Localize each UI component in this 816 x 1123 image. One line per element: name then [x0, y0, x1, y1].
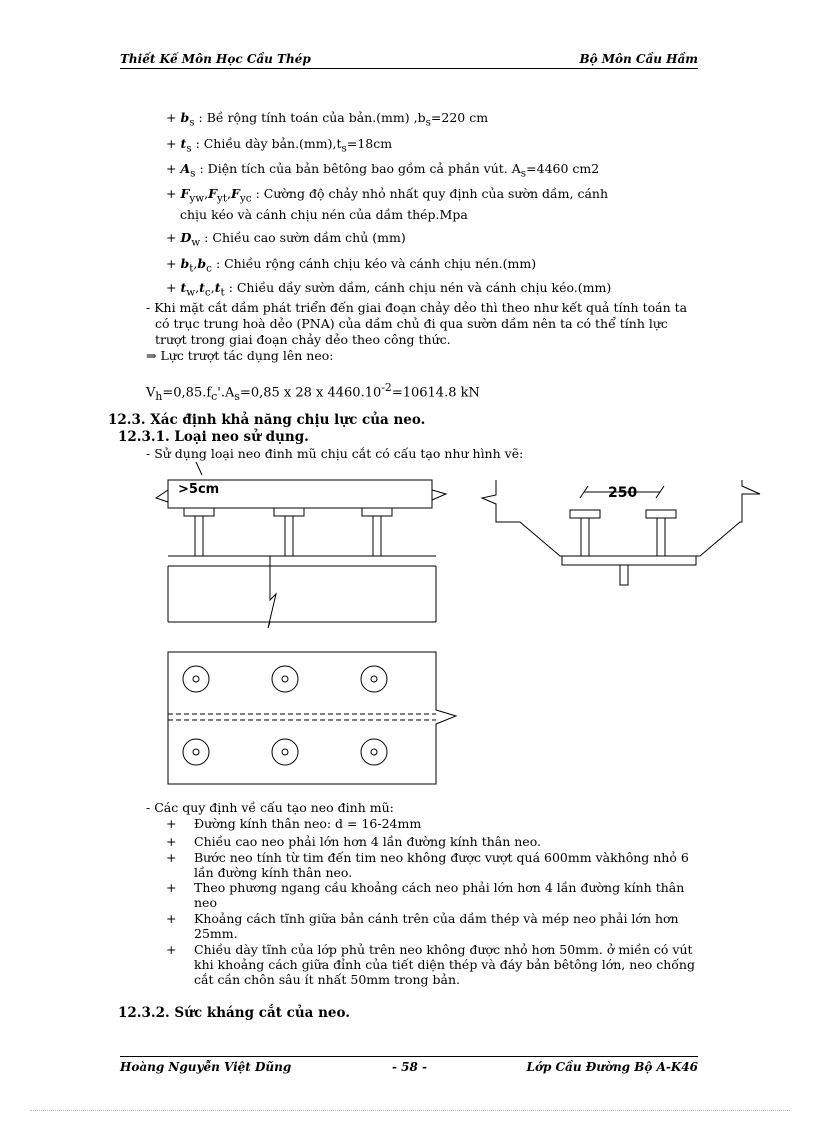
def-bt-bc: + $b_t,b_c$ : Chiều rộng cánh chịu kéo và cánh chịu nén.(mm) [166, 256, 537, 275]
header-left: Thiết Kế Môn Học Cầu Thép [120, 52, 311, 66]
rule-6: + Chiều dày tĩnh của lớp phủ trên neo không được nhỏ hơn 50mm. ở miền có vút [166, 942, 693, 957]
implies-arrow-icon: ⇒ [146, 348, 157, 363]
break-line [268, 556, 276, 628]
page-bottom-border [30, 1110, 790, 1111]
stud-elevation [184, 508, 392, 556]
heading-12-3-1: 12.3.1. Loại neo sử dụng. [118, 429, 309, 445]
def-fy-cont: chịu kéo và cánh chịu nén của dầm thép.Mpa [180, 207, 468, 222]
footer-right: Lớp Cầu Đường Bộ A-K46 [526, 1060, 698, 1074]
rule-6-cont-2: cắt cần chôn sâu ít nhất 50mm trong bản. [194, 972, 460, 987]
rule-3-cont: lần đường kính thân neo. [194, 865, 353, 880]
rule-5: + Khoảng cách tĩnh giữa bản cánh trên của dầm thép và mép neo phải lớn hơn [166, 911, 679, 926]
page-number: - 58 - [392, 1060, 428, 1074]
rule-3: + Bước neo tính từ tim đến tim neo không được vượt quá 600mm vàkhông nhỏ 6 [166, 850, 689, 865]
stud-plan [183, 666, 387, 765]
web-stub-cross [620, 565, 628, 585]
plan-view-outline [168, 652, 456, 784]
break-left-top [156, 480, 168, 502]
def-tw-tc-tt: + $t_w,t_c,t_t$ : Chiều dầy sườn dầm, cánh chịu nén và cánh chịu kéo.(mm) [166, 280, 612, 299]
para-line-1: - Khi mặt cắt dầm phát triển đến giai đoạn chảy dẻo thì theo như kết quả tính toán ta [146, 300, 688, 315]
header-right: Bộ Môn Cầu Hầm [579, 52, 698, 66]
def-bs: + $b_s$ : Bề rộng tính toán của bản.(mm) $,b_s=220$ cm [166, 110, 489, 129]
label-250: 250 [608, 485, 638, 501]
para-line-3: trượt trong giai đoạn chảy dẻo theo công thức. [155, 332, 451, 347]
heading-12-3-2: 12.3.2. Sức kháng cắt của neo. [118, 1005, 350, 1021]
label-5cm: >5cm [178, 482, 220, 497]
dimension-leader-left [196, 462, 202, 475]
intro-line: - Sử dụng loại neo đinh mũ chịu cắt có cấu tạo như hình vẽ: [146, 446, 524, 461]
rule-2: + Chiều cao neo phải lớn hơn 4 lần đường kính thân neo. [166, 834, 541, 849]
def-ts: + $t_s$ : Chiều dày $bản.(mm),t_s=18cm$ [166, 136, 393, 155]
def-fy: + $F_{yw},F_{yt},F_{yc}$ : Cường độ chảy nhỏ nhất quy định của sườn dầm, cánh [166, 186, 609, 205]
rule-1: + Đường kính thân neo: d = 16-24mm [166, 816, 422, 831]
rules-title: - Các quy định về cấu tạo neo đinh mũ: [146, 800, 394, 815]
stud-cross [570, 510, 676, 556]
arrow-line: ⇒ Lực trượt tác dụng lên neo: [146, 348, 334, 363]
footer-left: Hoàng Nguyễn Việt Dũng [120, 1060, 292, 1074]
break-right-top [432, 480, 446, 500]
page-footer [120, 1056, 698, 1077]
rule-5-cont: 25mm. [194, 926, 238, 941]
def-dw: + $D_w$ : Chiều cao sườn dầm chủ (mm) [166, 230, 406, 249]
para-line-2: có trục trung hoà dẻo (PNA) của dầm chủ đi qua sườn dầm nên ta có thể tính lực [155, 316, 668, 331]
rule-4-cont: neo [194, 895, 217, 910]
heading-12-3: 12.3. Xác định khả năng chịu lực của neo. [108, 412, 426, 428]
rule-6-cont-1: khi khoảng cách giữa đỉnh của tiết diện thép và đáy bản bêtông lớn, neo chống [194, 957, 695, 972]
def-as: + $A_s$ : Diện tích của bản bêtông bao gồm cả phần vút. $A_s=4460$ cm2 [166, 161, 600, 180]
rule-4: + Theo phương ngang cầu khoảng cách neo phải lớn hơn 4 lần đường kính thân [166, 880, 685, 895]
formula: $V_h=0,85.f_c'.A_s=0,85$ x 28 x $4460.10^{-2}=10614.8$ kN [146, 381, 480, 403]
flange-plate-cross [562, 556, 696, 565]
